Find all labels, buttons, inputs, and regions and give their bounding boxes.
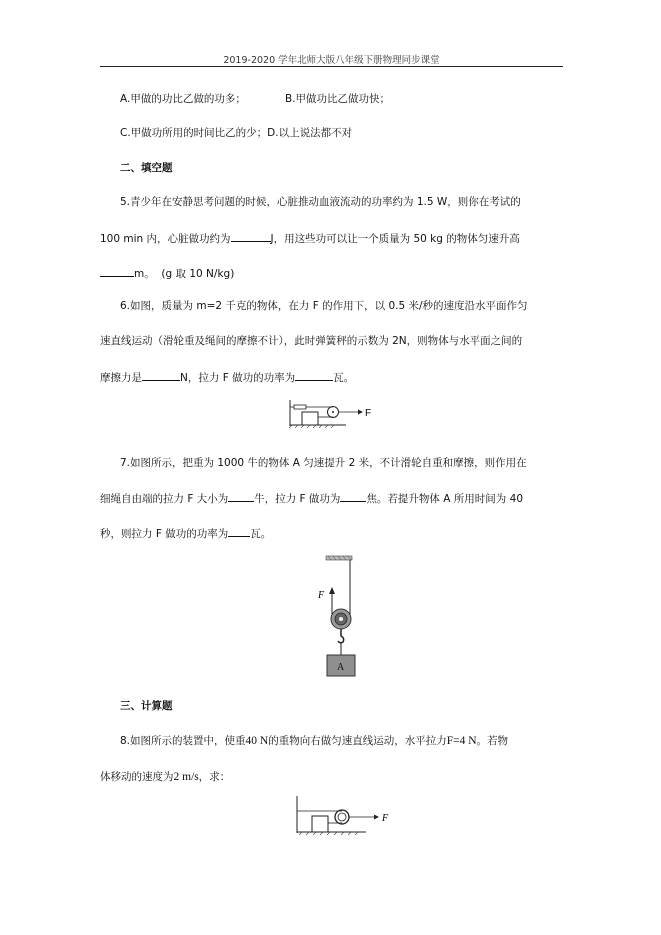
q5-text-c: m。 — [134, 268, 155, 280]
q6-text-c: 瓦。 — [333, 372, 355, 384]
q8-line-1 — [120, 734, 508, 748]
q6-blank-1 — [142, 369, 180, 381]
q7-pulley-figure — [312, 554, 362, 678]
q6-text-a: 摩擦力是 — [100, 372, 142, 384]
q6-text-b: N，拉力 F 做功的功率为 — [180, 372, 296, 384]
q7-line-1: 7.如图所示，把重为 1000 牛的物体 A 匀速提升 2 米，不计滑轮自重和摩擦，则作用在 — [120, 457, 527, 469]
q8-text-a: 8.如图所示的装置中，使重 — [120, 735, 246, 747]
q8-speed: 2 m/s — [173, 771, 199, 783]
q8-pulley-wheel — [335, 810, 349, 824]
q6-spring-scale — [294, 405, 306, 409]
q6-line-2: 速直线运动（滑轮重及绳间的摩擦不计），此时弹簧秤的示数为 2N，则物体与水平面之间的 — [100, 335, 523, 347]
q7-force-label: F — [318, 590, 325, 601]
q5-line-3 — [100, 265, 234, 281]
q5-blank-2 — [100, 265, 134, 277]
q8-block — [312, 816, 328, 832]
q7-text-e: 瓦。 — [250, 528, 272, 540]
q8-text-d: 体移动的速度为 — [100, 771, 174, 783]
q5-text-a: 100 min 内，心脏做功约为 — [100, 233, 231, 245]
q7-force-arrow — [329, 587, 335, 594]
header-rule — [100, 66, 563, 67]
q8-force: F=4 N — [446, 735, 477, 747]
option-b: B.甲做功比乙做功快； — [285, 93, 391, 105]
q5-line-2 — [100, 230, 520, 246]
q5-text-b: J，用这些功可以让一个质量为 50 kg 的物体匀速升高 — [270, 233, 520, 245]
q7-text-b: 牛，拉力 F 做功为 — [254, 493, 341, 505]
option-c-d: C.甲做功所用的时间比乙的少；D.以上说法都不对 — [120, 127, 353, 139]
q7-block-label: A — [337, 662, 345, 673]
q7-line-2 — [100, 490, 523, 506]
q5-text-d: (g 取 10 N/kg) — [161, 268, 235, 280]
page-header: 2019-2020 学年北师大版八年级下册物理同步课堂 — [223, 55, 440, 66]
section-3-title: 三、计算题 — [120, 700, 173, 712]
q7-line-3 — [100, 525, 271, 541]
q8-weight: 40 N — [245, 735, 269, 747]
q8-line-2 — [100, 770, 230, 784]
q6-blank-2 — [295, 369, 333, 381]
q7-blank-1 — [228, 490, 254, 502]
q8-text-e: ，求： — [198, 771, 231, 783]
q6-line-3 — [100, 369, 354, 385]
q7-text-c: 焦。若提升物体 A 所用时间为 40 — [366, 493, 523, 505]
q8-text-c: 。若物 — [476, 735, 509, 747]
q7-text-a: 细绳自由端的拉力 F 大小为 — [100, 493, 229, 505]
q7-text-d: 秒，则拉力 F 做功的功率为 — [100, 528, 229, 540]
q8-text-b: 的重物向右做匀速直线运动，水平拉力 — [268, 735, 447, 747]
q5-line-1: 5.青少年在安静思考问题的时候，心脏推动血液流动的功率约为 1.5 W，则你在考试的 — [120, 196, 521, 208]
q8-pulley-figure — [294, 794, 394, 836]
q6-line-1: 6.如图，质量为 m=2 千克的物体，在力 F 的作用下，以 0.5 米/秒的速度沿水平面作匀 — [120, 300, 528, 312]
q8-force-label: F — [382, 813, 389, 824]
q7-hook — [338, 629, 344, 643]
q7-blank-3 — [228, 525, 250, 537]
q6-force-label: F — [365, 408, 372, 419]
q5-blank-1 — [231, 230, 271, 242]
q6-pulley-figure — [286, 398, 376, 428]
section-2-title: 二、填空题 — [120, 162, 173, 174]
q7-blank-2 — [340, 490, 366, 502]
q7-ceiling — [326, 556, 352, 560]
q6-block — [302, 412, 318, 425]
option-a: A.甲做的功比乙做的功多； — [120, 93, 246, 105]
